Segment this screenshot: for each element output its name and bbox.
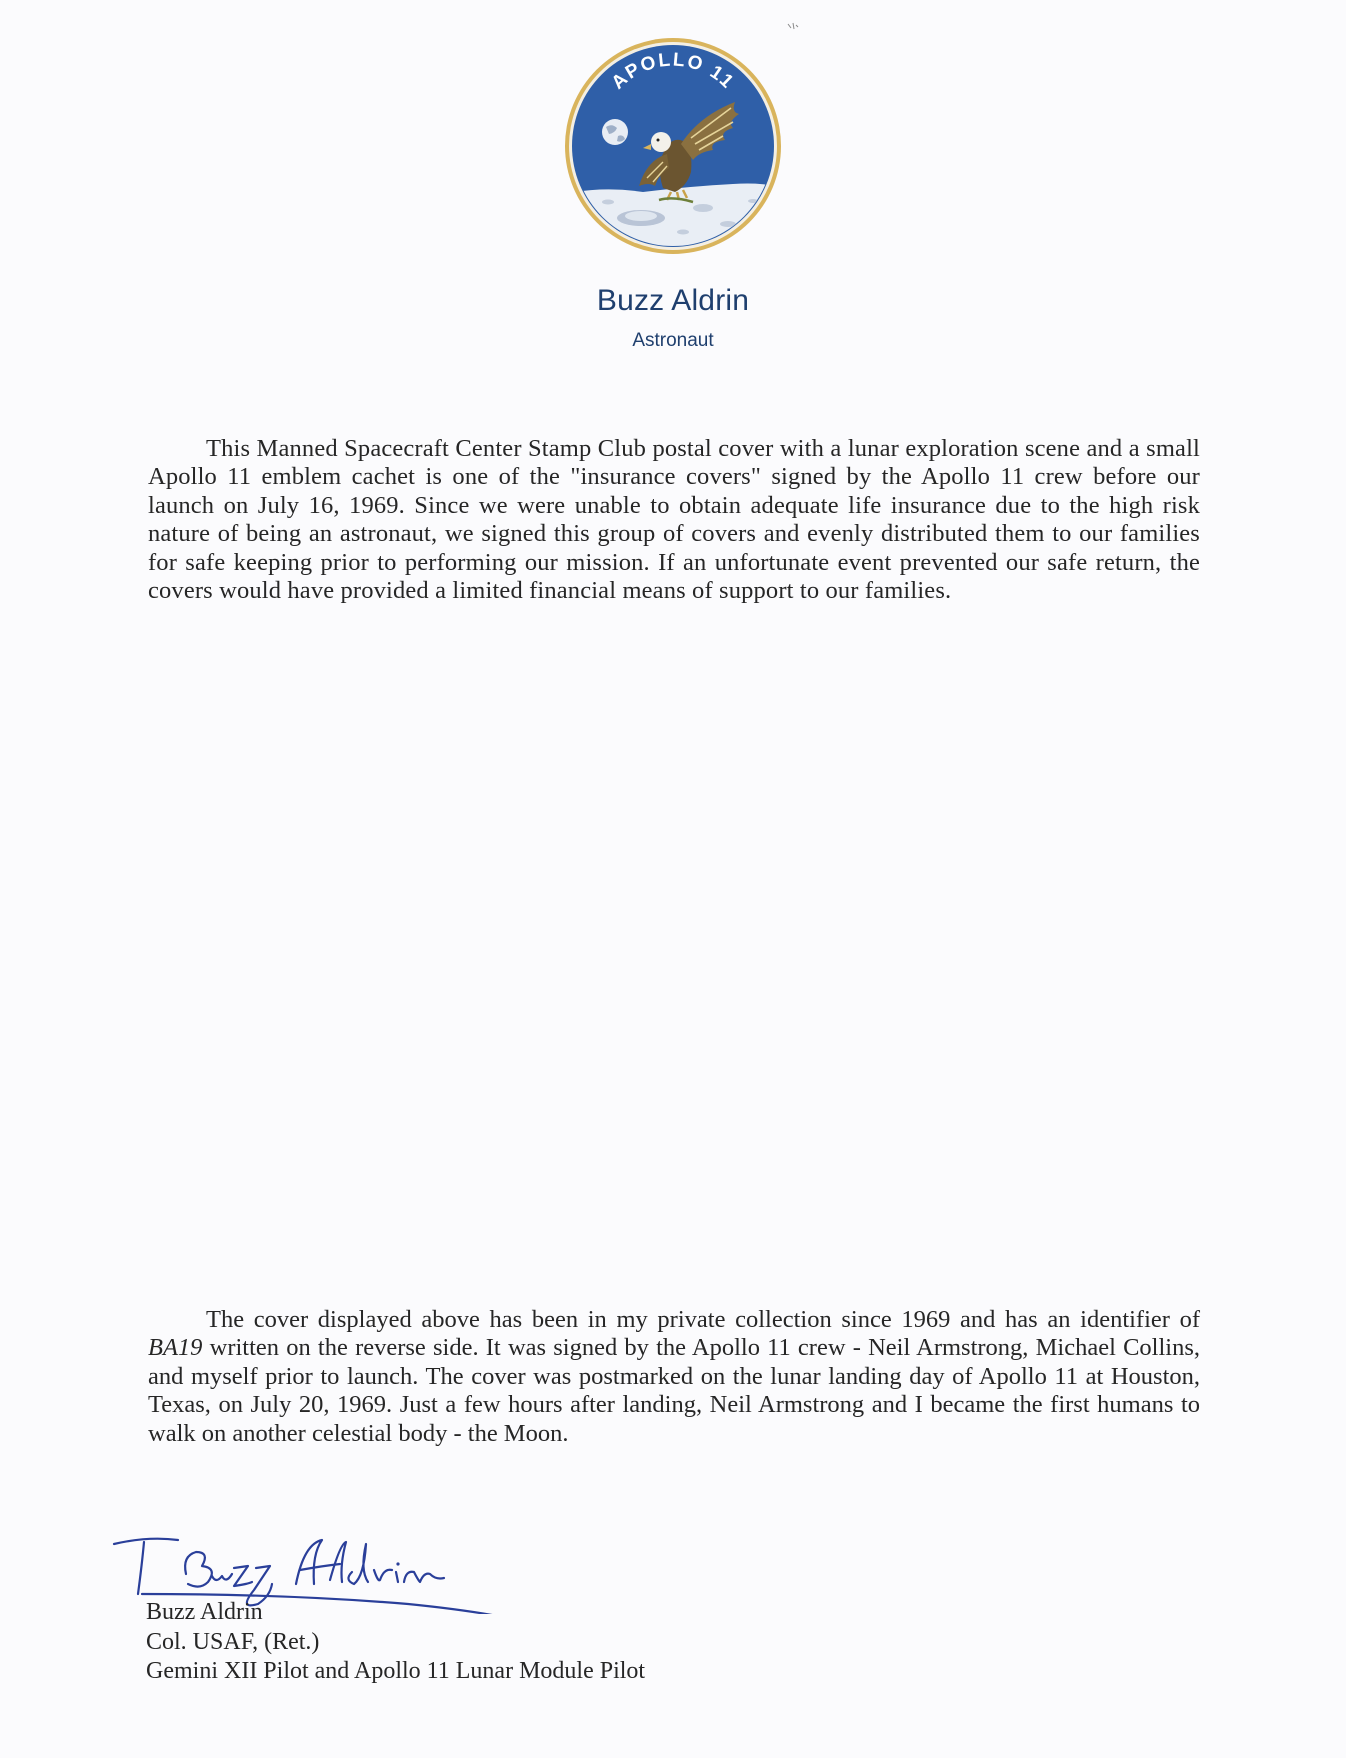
paper-speck <box>786 22 800 32</box>
body-paragraph-1: This Manned Spacecraft Center Stamp Club postal cover with a lunar exploration scene and a small Apollo 11 emblem cachet is one of the "insurance covers" signed by the Apollo 11 crew before our launch on July 16, 1969. Since we were unable to obtain adequate life insurance due to the high risk nature of being an astronaut, we signed this group of covers and evenly distributed them to our families for safe keeping prior to performing our mission. If an unfortunate event prevented our safe return, the covers would have provided a limited financial means of support to our families. <box>148 434 1200 605</box>
cover-identifier: BA19 <box>148 1334 203 1362</box>
letterhead-name: Buzz Aldrin <box>596 284 750 317</box>
paragraph-2-text-end: written on the reverse side. It was signed by the Apollo 11 crew - Neil Armstrong, Michael Collins, and myself prior to launch. The cover was postmarked on the lunar landing day of Apollo 11 at Houston, Texas, on July 20, 1969. Just a few hours after landing, Neil Armstrong and I became the first humans to walk on another celestial body - the Moon. <box>148 1334 1200 1447</box>
signer-role: Gemini XII Pilot and Apollo 11 Lunar Module Pilot <box>146 1658 646 1684</box>
paragraph-2-text-start: The cover displayed above has been in my private collection since 1969 and has an identifier of <box>206 1305 1200 1333</box>
signer-rank: Col. USAF, (Ret.) <box>146 1628 320 1655</box>
emblem-title: APOLLO 11 <box>607 49 739 94</box>
body-paragraph-2 <box>148 1306 1200 1449</box>
letterhead-title: Astronaut <box>632 330 714 351</box>
signature-block <box>146 1598 645 1687</box>
apollo-11-emblem <box>563 36 783 256</box>
signer-name: Buzz Aldrin <box>146 1599 263 1625</box>
